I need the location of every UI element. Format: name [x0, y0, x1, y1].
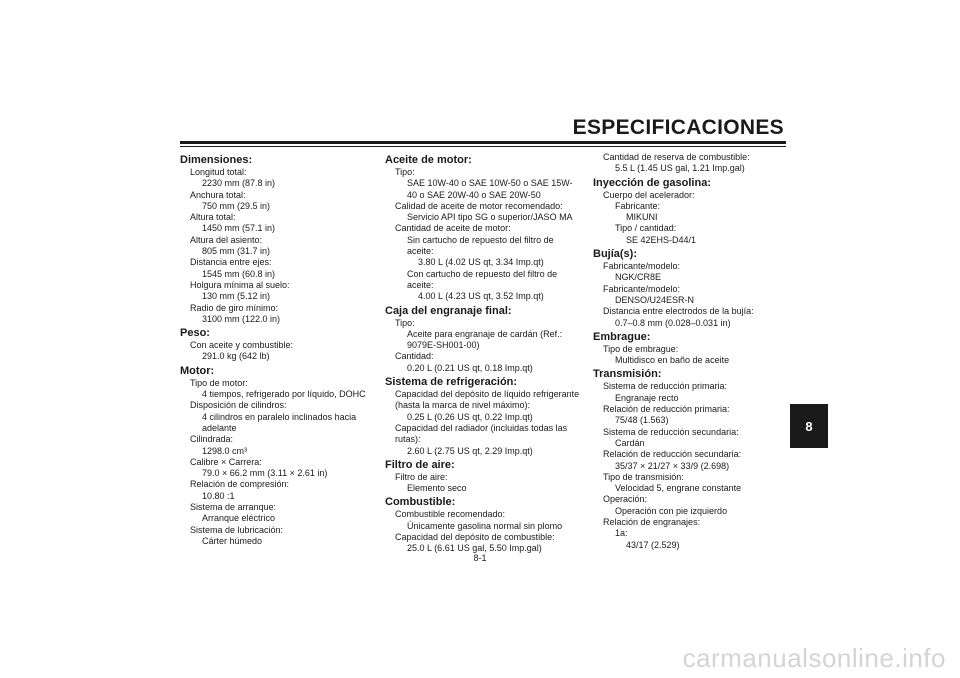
spec-line: Cantidad de aceite de motor:: [395, 223, 511, 234]
spec-line: Filtro de aire:: [395, 471, 448, 482]
spec-line: 43/17 (2.529): [626, 539, 680, 550]
spec-line: Relación de reducción primaria:: [603, 404, 730, 415]
spec-line: Sistema de reducción secundaria:: [603, 426, 739, 437]
spec-line: Relación de compresión:: [190, 479, 290, 490]
spec-line: Calidad de aceite de motor recomendado:: [395, 200, 563, 211]
spec-section-heading: Dimensiones:: [180, 154, 253, 166]
spec-line: Únicamente gasolina normal sin plomo: [407, 520, 563, 531]
spec-line: Calibre × Carrera:: [190, 456, 262, 467]
spec-line: Operación:: [603, 494, 648, 505]
spec-line: Distancia entre ejes:: [190, 257, 272, 268]
spec-section-heading: Sistema de refrigeración:: [385, 376, 518, 389]
spec-line: Cuerpo del acelerador:: [603, 189, 695, 200]
spec-line: Tipo:: [395, 317, 415, 328]
spec-line: Tipo de embrague:: [603, 343, 679, 354]
spec-line: Arranque eléctrico: [202, 513, 276, 524]
spec-line: 3.80 L (4.02 US qt, 3.34 Imp.qt): [418, 257, 544, 268]
spec-section-heading: Motor:: [180, 364, 215, 377]
spec-section-heading: Caja del engranaje final:: [385, 304, 512, 317]
spec-line: Elemento seco: [407, 483, 467, 494]
spec-line: 805 mm (31.7 in): [202, 246, 271, 257]
spec-line: 5.5 L (1.45 US gal, 1.21 Imp.gal): [615, 163, 745, 174]
spec-line: Aceite para engranaje de cardán (Ref.:: [407, 328, 563, 339]
spec-line: Distancia entre electrodos de la bujía:: [603, 306, 754, 317]
spec-line: Capacidad del radiador (incluidas todas las: [395, 422, 568, 433]
spec-line: Radio de giro mínimo:: [190, 302, 279, 313]
spec-line: Holgura mínima al suelo:: [190, 279, 290, 290]
spec-line: 4 cilindros en paralelo inclinados hacia: [202, 411, 357, 422]
spec-line: 1450 mm (57.1 in): [202, 223, 276, 234]
spec-line: Altura del asiento:: [190, 234, 263, 245]
spec-line: Velocidad 5, engrane constante: [615, 483, 742, 494]
spec-line: Sin cartucho de repuesto del filtro de: [407, 234, 554, 245]
spec-line: Tipo / cantidad:: [615, 223, 677, 234]
spec-line: SE 42EHS-D44/1: [626, 234, 697, 245]
spec-column-3: [593, 152, 778, 551]
spec-line: 130 mm (5.12 in): [202, 291, 271, 302]
spec-line: (hasta la marca de nivel máximo):: [395, 400, 531, 411]
spec-line: Cilindrada:: [190, 434, 234, 445]
spec-line: 1545 mm (60.8 in): [202, 268, 276, 279]
spec-line: Cantidad de reserva de combustible:: [603, 152, 750, 162]
spec-line: 4.00 L (4.23 US qt, 3.52 Imp.qt): [418, 291, 544, 302]
spec-line: DENSO/U24ESR-N: [615, 294, 695, 305]
spec-line: 4 tiempos, refrigerado por líquido, DOHC: [202, 389, 366, 400]
spec-line: 9079E-SH001-00): [407, 340, 480, 351]
page-title: ESPECIFICACIONES: [572, 116, 784, 139]
spec-line: 40 o SAE 20W-40 o SAE 20W-50: [407, 189, 541, 200]
spec-line: Capacidad del depósito de combustible:: [395, 532, 555, 543]
spec-line: 750 mm (29.5 in): [202, 200, 271, 211]
spec-line: Sistema de lubricación:: [190, 524, 284, 535]
spec-section-heading: Embrague:: [593, 330, 651, 343]
spec-section-heading: Filtro de aire:: [385, 458, 455, 471]
spec-line: Sistema de arranque:: [190, 502, 277, 513]
spec-line: Longitud total:: [190, 167, 247, 177]
spec-line: 0.7–0.8 mm (0.028–0.031 in): [615, 317, 731, 328]
spec-line: 3100 mm (122.0 in): [202, 313, 281, 324]
spec-line: Anchura total:: [190, 189, 246, 200]
header-rule-thin: [180, 146, 786, 147]
spec-line: Combustible recomendado:: [395, 509, 506, 520]
spec-section-heading: Inyección de gasolina:: [593, 176, 711, 189]
chapter-tab: 8: [790, 404, 828, 448]
spec-line: Altura total:: [190, 212, 236, 223]
spec-line: Relación de reducción secundaria:: [603, 449, 742, 460]
spec-line: 291.0 kg (642 lb): [202, 351, 270, 362]
spec-line: Servicio API tipo SG o superior/JASO MA: [407, 212, 573, 223]
spec-line: Operación con pie izquierdo: [615, 505, 728, 516]
spec-line: 35/37 × 21/27 × 33/9 (2.698): [615, 460, 730, 471]
spec-line: 75/48 (1.563): [615, 415, 669, 426]
spec-line: aceite:: [407, 246, 434, 257]
spec-line: 1a:: [615, 528, 628, 539]
spec-line: 0.25 L (0.26 US qt, 0.22 Imp.qt): [407, 411, 533, 422]
spec-line: rutas):: [395, 434, 421, 445]
spec-line: 79.0 × 66.2 mm (3.11 × 2.61 in): [202, 468, 328, 479]
spec-line: SAE 10W-40 o SAE 10W-50 o SAE 15W-: [407, 178, 573, 189]
spec-line: 10.80 :1: [202, 490, 235, 501]
spec-line: Capacidad del depósito de líquido refrigerante: [395, 389, 580, 400]
spec-column-1: [180, 152, 380, 547]
spec-line: 0.20 L (0.21 US qt, 0.18 Imp.qt): [407, 362, 533, 373]
watermark: carmanualsonline.info: [682, 643, 946, 673]
spec-section-heading: Transmisión:: [593, 368, 662, 381]
spec-line: Tipo de transmisión:: [603, 471, 684, 482]
spec-line: 25.0 L (6.61 US gal, 5.50 Imp.gal): [407, 543, 542, 554]
spec-line: Tipo de motor:: [190, 377, 248, 388]
spec-line: 2230 mm (87.8 in): [202, 178, 276, 189]
spec-line: Sistema de reducción primaria:: [603, 381, 728, 392]
spec-line: adelante: [202, 422, 237, 433]
spec-line: Cardán: [615, 437, 645, 448]
spec-line: Engranaje recto: [615, 392, 679, 403]
spec-line: 1298.0 cm³: [202, 445, 248, 456]
spec-line: Fabricante/modelo:: [603, 283, 681, 294]
spec-line: aceite:: [407, 279, 434, 290]
spec-line: Cantidad:: [395, 351, 434, 362]
spec-column-2: [385, 152, 590, 555]
spec-line: NGK/CR8E: [615, 272, 662, 283]
spec-line: Tipo:: [395, 167, 415, 177]
page-number: 8-1: [473, 553, 487, 563]
spec-line: Disposición de cilindros:: [190, 400, 287, 411]
spec-line: MIKUNI: [626, 212, 658, 223]
spec-line: Multidisco en baño de aceite: [615, 355, 730, 366]
spec-section-heading: Peso:: [180, 327, 210, 340]
spec-line: Con aceite y combustible:: [190, 340, 294, 351]
spec-line: Con cartucho de repuesto del filtro de: [407, 268, 558, 279]
header-rule-thick: [180, 141, 786, 144]
spec-section-heading: Combustible:: [385, 496, 456, 509]
spec-line: Fabricante/modelo:: [603, 261, 681, 272]
spec-line: 2.60 L (2.75 US qt, 2.29 Imp.qt): [407, 445, 533, 456]
spec-section-heading: Bujía(s):: [593, 248, 637, 261]
spec-line: Cárter húmedo: [202, 535, 263, 546]
spec-line: Relación de engranajes:: [603, 517, 701, 528]
spec-section-heading: Aceite de motor:: [385, 154, 472, 166]
spec-line: Fabricante:: [615, 200, 661, 211]
